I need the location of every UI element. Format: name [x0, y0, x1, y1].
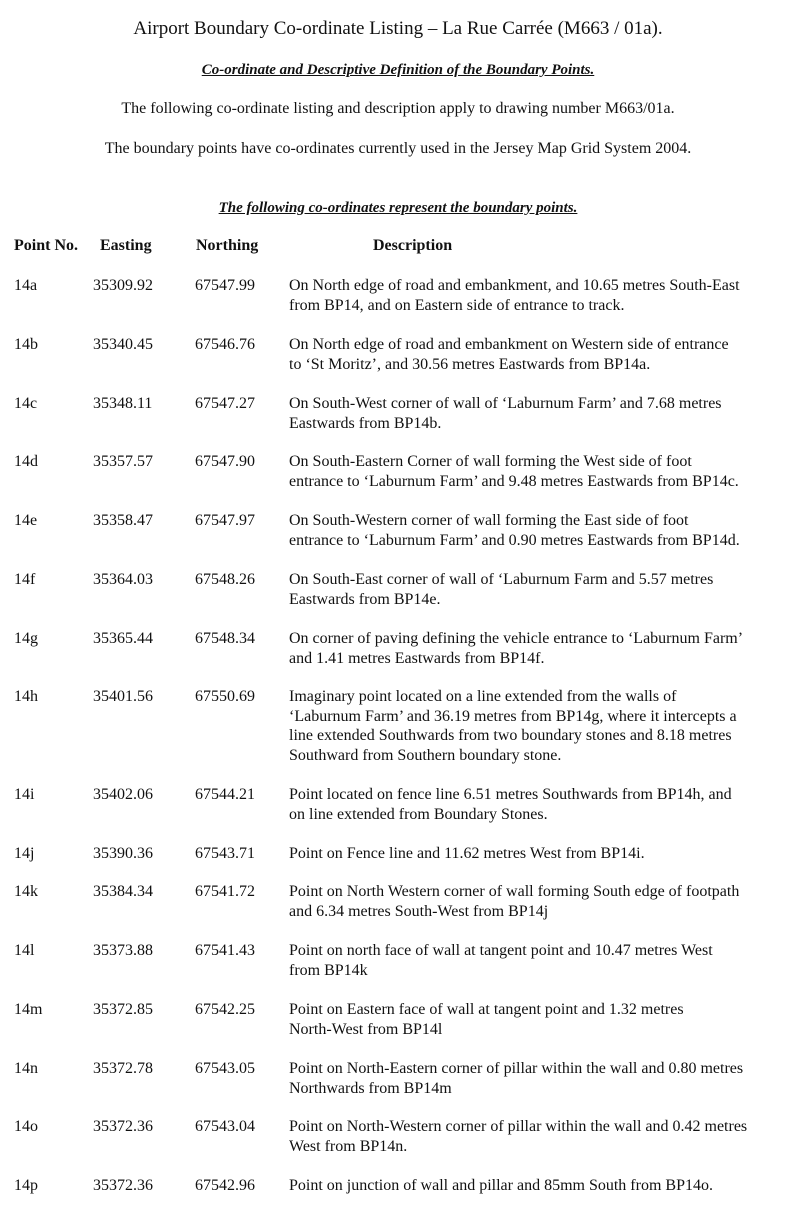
- easting-value: 35372.36: [93, 1177, 153, 1194]
- easting-value: 35390.36: [93, 845, 153, 862]
- description-text: Point on North-Eastern corner of pillar within the wall and 0.80 metres Northwards from BP14m: [289, 1060, 744, 1097]
- northing-value: 67544.21: [195, 786, 255, 803]
- header-description: Description: [373, 237, 453, 254]
- northing-value: 67541.72: [195, 883, 255, 900]
- easting-value: 35384.34: [93, 883, 153, 900]
- point-number: 14o: [14, 1118, 38, 1135]
- northing-value: 67541.43: [195, 942, 255, 959]
- point-number: 14n: [14, 1060, 38, 1077]
- point-number: 14l: [14, 942, 35, 959]
- description-text: On North edge of road and embankment, and 10.65 metres South-East from BP14, and on Eastern side of entrance to track.: [289, 277, 740, 314]
- header-easting: Easting: [100, 237, 152, 254]
- description-text: On South-West corner of wall of ‘Laburnum Farm’ and 7.68 metres Eastwards from BP14b.: [289, 395, 722, 432]
- point-number: 14i: [14, 786, 35, 803]
- description-text: Point on Fence line and 11.62 metres West from BP14i.: [289, 845, 645, 862]
- description-text: On North edge of road and embankment on Western side of entrance to ‘St Moritz’, and 30.56 metres Eastwards from BP14a.: [289, 336, 729, 373]
- point-number: 14c: [14, 395, 38, 412]
- easting-value: 35402.06: [93, 786, 153, 803]
- point-number: 14a: [14, 277, 38, 294]
- intro-paragraph-1: The following co-ordinate listing and description apply to drawing number M663/01a.: [121, 100, 675, 117]
- description-text: Point on north face of wall at tangent point and 10.47 metres West from BP14k: [289, 942, 713, 979]
- description-text: On South-East corner of wall of ‘Laburnum Farm and 5.57 metres Eastwards from BP14e.: [289, 571, 714, 608]
- northing-value: 67546.76: [195, 336, 255, 353]
- point-number: 14f: [14, 571, 36, 588]
- point-number: 14d: [14, 453, 38, 470]
- easting-value: 35340.45: [93, 336, 153, 353]
- point-number: 14k: [14, 883, 38, 900]
- easting-value: 35372.78: [93, 1060, 153, 1077]
- point-number: 14e: [14, 512, 38, 529]
- easting-value: 35372.85: [93, 1001, 153, 1018]
- description-text: Imaginary point located on a line extended from the walls of ‘Laburnum Farm’ and 36.19 metres from BP14g, where it intercepts a line extended Southwards from two boundary stones and 8.18 metres Southward from Southern boundary stone.: [289, 688, 737, 764]
- point-number: 14g: [14, 630, 38, 647]
- point-number: 14p: [14, 1177, 38, 1194]
- description-text: Point on junction of wall and pillar and 85mm South from BP14o.: [289, 1177, 713, 1194]
- document-title: Airport Boundary Co-ordinate Listing – La Rue Carrée (M663 / 01a).: [133, 18, 663, 39]
- intro-paragraph-2: The boundary points have co-ordinates currently used in the Jersey Map Grid System 2004.: [104, 140, 692, 157]
- easting-value: 35309.92: [93, 277, 153, 294]
- point-number: 14b: [14, 336, 38, 353]
- northing-value: 67550.69: [195, 688, 255, 705]
- description-text: On South-Eastern Corner of wall forming the West side of foot entrance to ‘Laburnum Farm’ and 9.48 metres Eastwards from BP14c.: [289, 453, 739, 490]
- description-text: Point on North Western corner of wall forming South edge of footpath and 6.34 metres South-West from BP14j: [289, 883, 740, 920]
- easting-value: 35401.56: [93, 688, 153, 705]
- header-point-no: Point No.: [14, 237, 78, 254]
- easting-value: 35372.36: [93, 1118, 153, 1135]
- easting-value: 35364.03: [93, 571, 153, 588]
- northing-value: 67547.27: [195, 395, 255, 412]
- northing-value: 67542.25: [195, 1001, 255, 1018]
- description-text: Point on Eastern face of wall at tangent point and 1.32 metres North-West from BP14l: [289, 1001, 684, 1038]
- northing-value: 67542.96: [195, 1177, 255, 1194]
- easting-value: 35358.47: [93, 512, 153, 529]
- easting-value: 35373.88: [93, 942, 153, 959]
- northing-value: 67548.34: [195, 630, 255, 647]
- northing-value: 67547.90: [195, 453, 255, 470]
- point-number: 14j: [14, 845, 35, 862]
- northing-value: 67543.05: [195, 1060, 255, 1077]
- description-text: Point on North-Western corner of pillar within the wall and 0.42 metres West from BP14n.: [289, 1118, 748, 1155]
- easting-value: 35348.11: [93, 395, 153, 412]
- description-text: On South-Western corner of wall forming the East side of foot entrance to ‘Laburnum Farm’ and 0.90 metres Eastwards from BP14d.: [289, 512, 740, 549]
- northing-value: 67547.99: [195, 277, 255, 294]
- northing-value: 67548.26: [195, 571, 255, 588]
- document-subtitle: Co-ordinate and Descriptive Definition of the Boundary Points.: [201, 62, 595, 78]
- northing-value: 67543.71: [195, 845, 255, 862]
- northing-value: 67547.97: [195, 512, 255, 529]
- description-text: Point located on fence line 6.51 metres Southwards from BP14h, and on line extended from Boundary Stones.: [289, 786, 732, 823]
- northing-value: 67543.04: [195, 1118, 255, 1135]
- easting-value: 35357.57: [93, 453, 153, 470]
- easting-value: 35365.44: [93, 630, 153, 647]
- header-northing: Northing: [196, 237, 259, 254]
- section-heading: The following co-ordinates represent the boundary points.: [218, 200, 578, 216]
- point-number: 14m: [14, 1001, 43, 1018]
- point-number: 14h: [14, 688, 38, 705]
- description-text: On corner of paving defining the vehicle entrance to ‘Laburnum Farm’ and 1.41 metres Eastwards from BP14f.: [289, 630, 744, 667]
